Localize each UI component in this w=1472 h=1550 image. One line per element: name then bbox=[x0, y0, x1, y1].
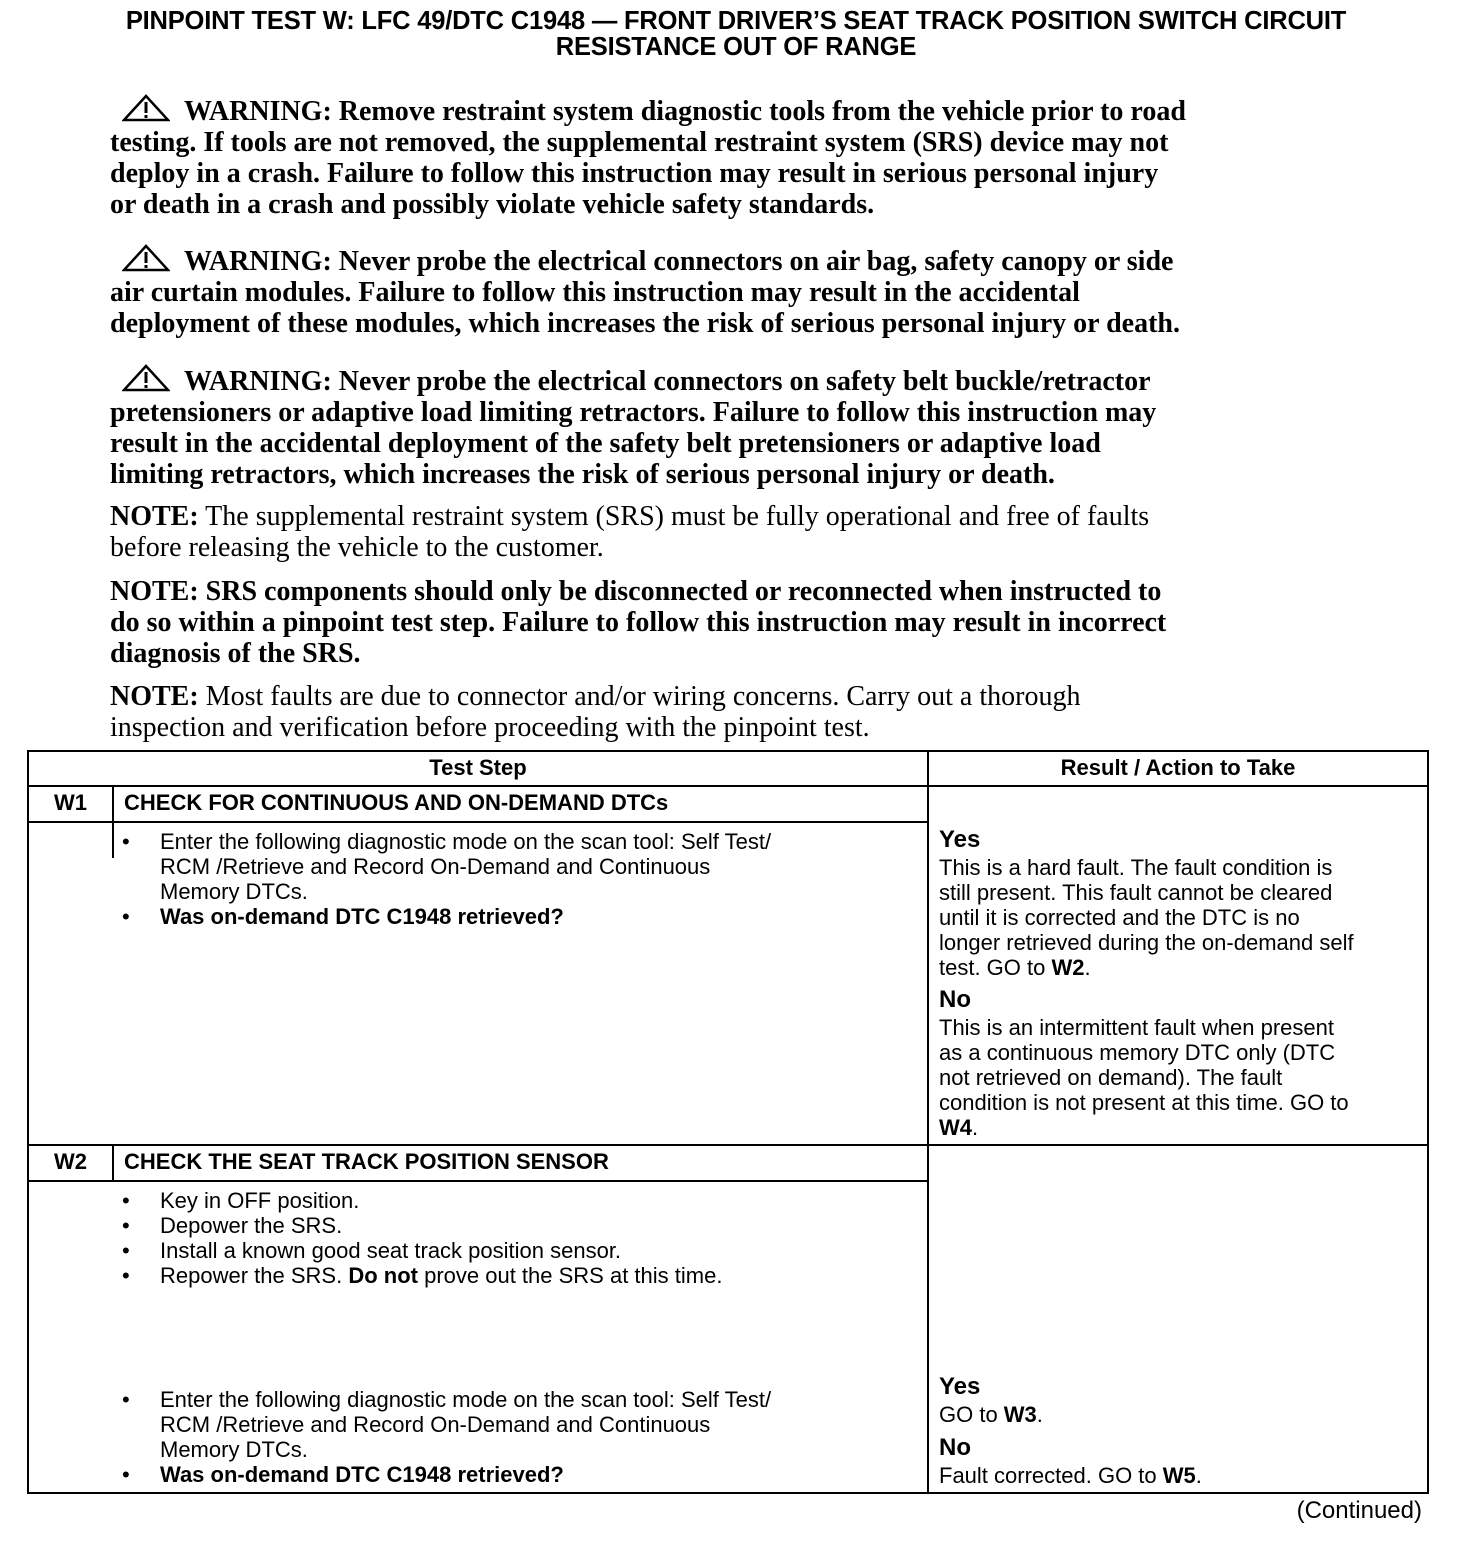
result-yes: Yes GO to W3. bbox=[939, 1372, 1423, 1427]
page-title bbox=[20, 8, 1452, 60]
note-text: before releasing the vehicle to the customer. bbox=[110, 532, 604, 563]
title-line-2: RESISTANCE OUT OF RANGE bbox=[555, 33, 917, 61]
goto-link: W2 bbox=[1051, 955, 1085, 980]
list-item: • Repower the SRS. Do not prove out the SRS at this time. bbox=[122, 1263, 723, 1288]
warning-block bbox=[110, 244, 1340, 339]
note-text: do so within a pinpoint test step. Failure to follow this instruction may result in incorrect bbox=[110, 607, 1167, 638]
warning-triangle-icon bbox=[122, 94, 170, 122]
result-no: No Fault corrected. GO to W5. bbox=[939, 1433, 1423, 1488]
result-yes: Yes This is a hard fault. The fault condition is still present. This fault cannot be cleared until it is corrected and the DTC is no longer retrieved during the on-demand self test. GO to W2. bbox=[939, 825, 1423, 980]
result-no: No This is an intermittent fault when present as a continuous memory DTC only (DTC not retrieved on demand). The fault condition is not present at this time. GO to W4. bbox=[939, 985, 1423, 1140]
warning-block bbox=[110, 364, 1340, 490]
warning-text: WARNING: Never probe the electrical connectors on air bag, safety canopy or side bbox=[184, 246, 1174, 277]
warning-text: WARNING: Remove restraint system diagnostic tools from the vehicle prior to road bbox=[184, 96, 1186, 127]
goto-link: W4 bbox=[939, 1115, 972, 1140]
warning-text: deployment of these modules, which increases the risk of serious personal injury or death. bbox=[110, 308, 1180, 339]
warning-triangle-icon bbox=[122, 244, 170, 272]
warning-text: WARNING: Never probe the electrical connectors on safety belt buckle/retractor bbox=[184, 366, 1151, 397]
result-no-label: No bbox=[939, 1434, 971, 1461]
note-block bbox=[110, 501, 1340, 563]
warning-text: or death in a crash and possibly violate vehicle safety standards. bbox=[110, 189, 875, 220]
step-instructions bbox=[122, 829, 920, 929]
list-item: • Was on-demand DTC C1948 retrieved? bbox=[122, 904, 564, 929]
result-yes-label: Yes bbox=[939, 1373, 981, 1400]
note-block bbox=[110, 576, 1340, 669]
title-line-1: PINPOINT TEST W: LFC 49/DTC C1948 — FRONT DRIVER’S SEAT TRACK POSITION SWITCH CIRCUIT bbox=[125, 7, 1347, 35]
warning-text: limiting retractors, which increases the risk of serious personal injury or death. bbox=[110, 459, 1055, 490]
note-text: Most faults are due to connector and/or wiring concerns. Carry out a thorough bbox=[198, 681, 1081, 712]
list-item: • Depower the SRS. bbox=[122, 1213, 343, 1238]
continued-label: (Continued) bbox=[1296, 1497, 1422, 1524]
warning-text: result in the accidental deployment of the safety belt pretensioners or adaptive load bbox=[110, 428, 1101, 459]
step-title: CHECK FOR CONTINUOUS AND ON-DEMAND DTCs bbox=[124, 790, 669, 815]
step-instructions bbox=[122, 1188, 920, 1288]
result-yes-label: Yes bbox=[939, 826, 981, 853]
step-id: W1 bbox=[54, 790, 87, 815]
note-label: NOTE: bbox=[110, 681, 199, 712]
list-item: • Was on-demand DTC C1948 retrieved? bbox=[122, 1462, 564, 1487]
warning-triangle-icon bbox=[122, 364, 170, 392]
note-text: inspection and verification before proceeding with the pinpoint test. bbox=[110, 712, 870, 743]
list-item: • Enter the following diagnostic mode on the scan tool: Self Test/ RCM /Retrieve and Record On-Demand and Continuous Memory DTCs. bbox=[122, 1387, 772, 1462]
warning-text: testing. If tools are not removed, the supplemental restraint system (SRS) device may not bbox=[110, 127, 1169, 158]
note-text: NOTE: SRS components should only be disconnected or reconnected when instructed to bbox=[110, 576, 1162, 607]
list-item: • Enter the following diagnostic mode on the scan tool: Self Test/ RCM /Retrieve and Record On-Demand and Continuous Memory DTCs. bbox=[122, 829, 772, 904]
note-block bbox=[110, 681, 1340, 743]
note-label: NOTE: bbox=[110, 501, 199, 532]
header-test-step: Test Step bbox=[429, 755, 527, 780]
list-item: • Key in OFF position. bbox=[122, 1188, 360, 1213]
header-result-action: Result / Action to Take bbox=[1060, 755, 1296, 780]
warning-text: air curtain modules. Failure to follow this instruction may result in the accidental bbox=[110, 277, 1080, 308]
goto-link: W5 bbox=[1162, 1463, 1196, 1488]
warning-text: deploy in a crash. Failure to follow this instruction may result in serious personal injury bbox=[110, 158, 1159, 189]
warning-text: pretensioners or adaptive load limiting retractors. Failure to follow this instruction may bbox=[110, 397, 1157, 428]
goto-link: W3 bbox=[1003, 1402, 1037, 1427]
note-text: diagnosis of the SRS. bbox=[110, 638, 361, 669]
note-text: The supplemental restraint system (SRS) must be fully operational and free of faults bbox=[198, 501, 1150, 532]
step-title: CHECK THE SEAT TRACK POSITION SENSOR bbox=[124, 1149, 609, 1174]
list-item: • Install a known good seat track position sensor. bbox=[122, 1238, 622, 1263]
pinpoint-test-table bbox=[27, 750, 1429, 1494]
step-instructions bbox=[122, 1387, 920, 1487]
warning-block bbox=[110, 94, 1340, 220]
step-id: W2 bbox=[54, 1149, 87, 1174]
result-no-label: No bbox=[939, 986, 971, 1013]
